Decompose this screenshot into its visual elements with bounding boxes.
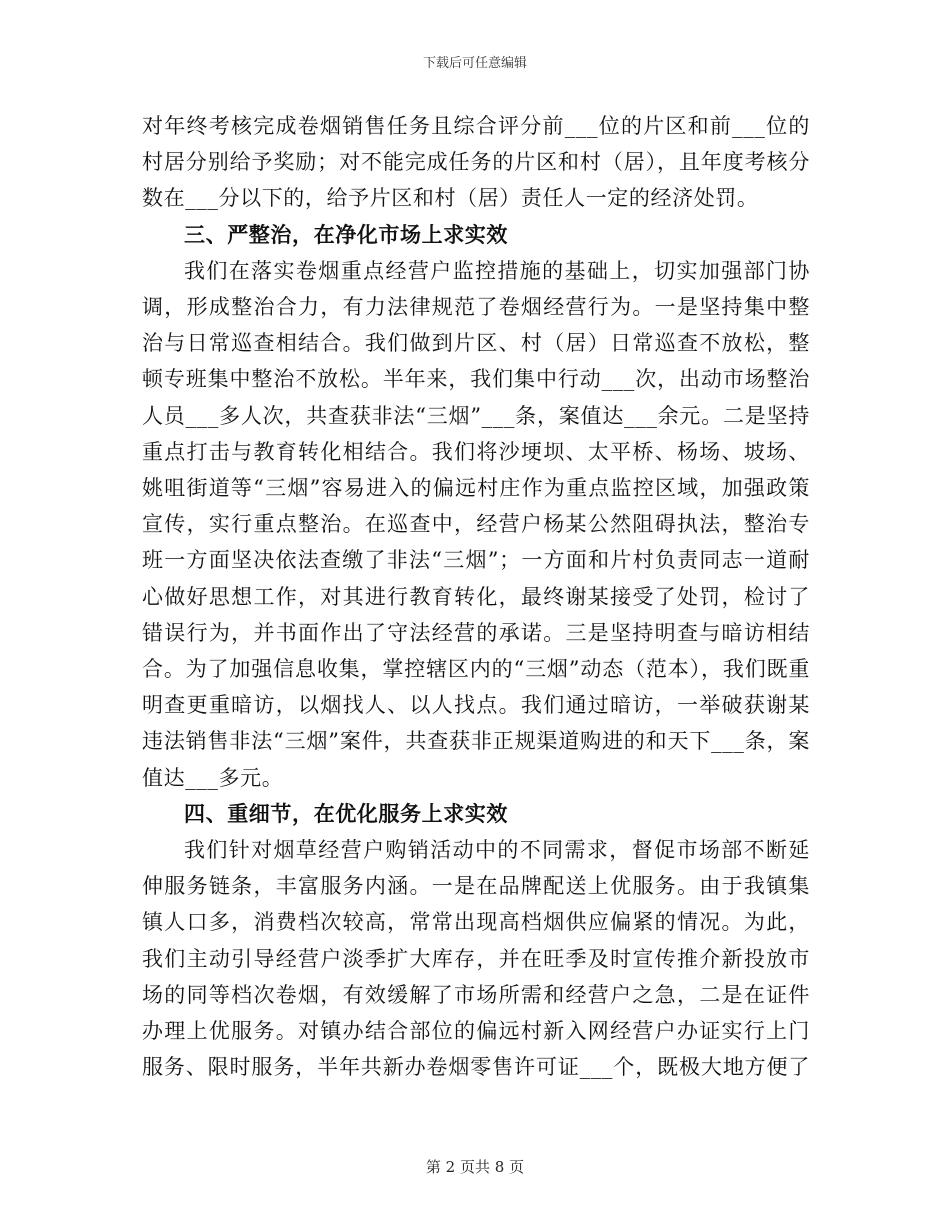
- paragraph-service-optimization: 我们针对烟草经营户购销活动中的不同需求，督促市场部不断延伸服务链条，丰富服务内涵。一是在品牌配送上优服务。由于我镇集镇人口多，消费档次较高，常常出现高档烟供应偏紧的情况。为此，我们主动引导经营户淡季扩大库存，并在旺季及时宣传推介新投放市场的同等档次卷烟，有效缓解了市场所需和经营户之急，二是在证件办理上优服务。对镇办结合部位的偏远村新入网经营户办证实行上门服务、限时服务，半年共新办卷烟零售许可证___个，既极大地方便了: [142, 838, 810, 1080]
- paragraph-rewards: 对年终考核完成卷烟销售任务且综合评分前___位的片区和前___位的村居分别给予奖励；对不能完成任务的片区和村（居），且年度考核分数在___分以下的，给予片区和村（居）责任人一定的经济处罚。: [142, 114, 810, 211]
- paragraph-market-rectification: 我们在落实卷烟重点经营户监控措施的基础上，切实加强部门协调，形成整治合力，有力法律规范了卷烟经营行为。一是坚持集中整治与日常巡查相结合。我们做到片区、村（居）日常巡查不放松，整顿专班集中整治不放松。半年来，我们集中行动___次，出动市场整治人员___多人次，共查获非法“三烟”___条，案值达___余元。二是坚持重点打击与教育转化相结合。我们将沙埂坝、太平桥、杨场、坡场、姚咀街道等“三烟”容易进入的偏远村庄作为重点监控区域，加强政策宣传，实行重点整治。在巡查中，经营户杨某公然阻碍执法，整治专班一方面坚决依法查缴了非法“三烟”；一方面和片村负责同志一道耐心做好思想工作，对其进行教育转化，最终谢某接受了处罚，检讨了错误行为，并书面作出了守法经营的承诺。三是坚持明查与暗访相结合。为了加强信息收集，掌控辖区内的“三烟”动态（范本），我们既重明查更重暗访，以烟找人、以人找点。我们通过暗访，一举破获谢某违法销售非法“三烟”案件，共查获非正规渠道购进的和天下___条，案值达___多元。: [142, 258, 810, 790]
- document-body: [142, 108, 810, 1085]
- section-heading-3: 三、严整治，在净化市场上求实效: [184, 222, 508, 247]
- page-header: 下载后可任意编辑: [422, 56, 527, 71]
- page-number: 第 2 页共 8 页: [425, 1158, 525, 1176]
- section-heading-4: 四、重细节，在优化服务上求实效: [184, 801, 508, 826]
